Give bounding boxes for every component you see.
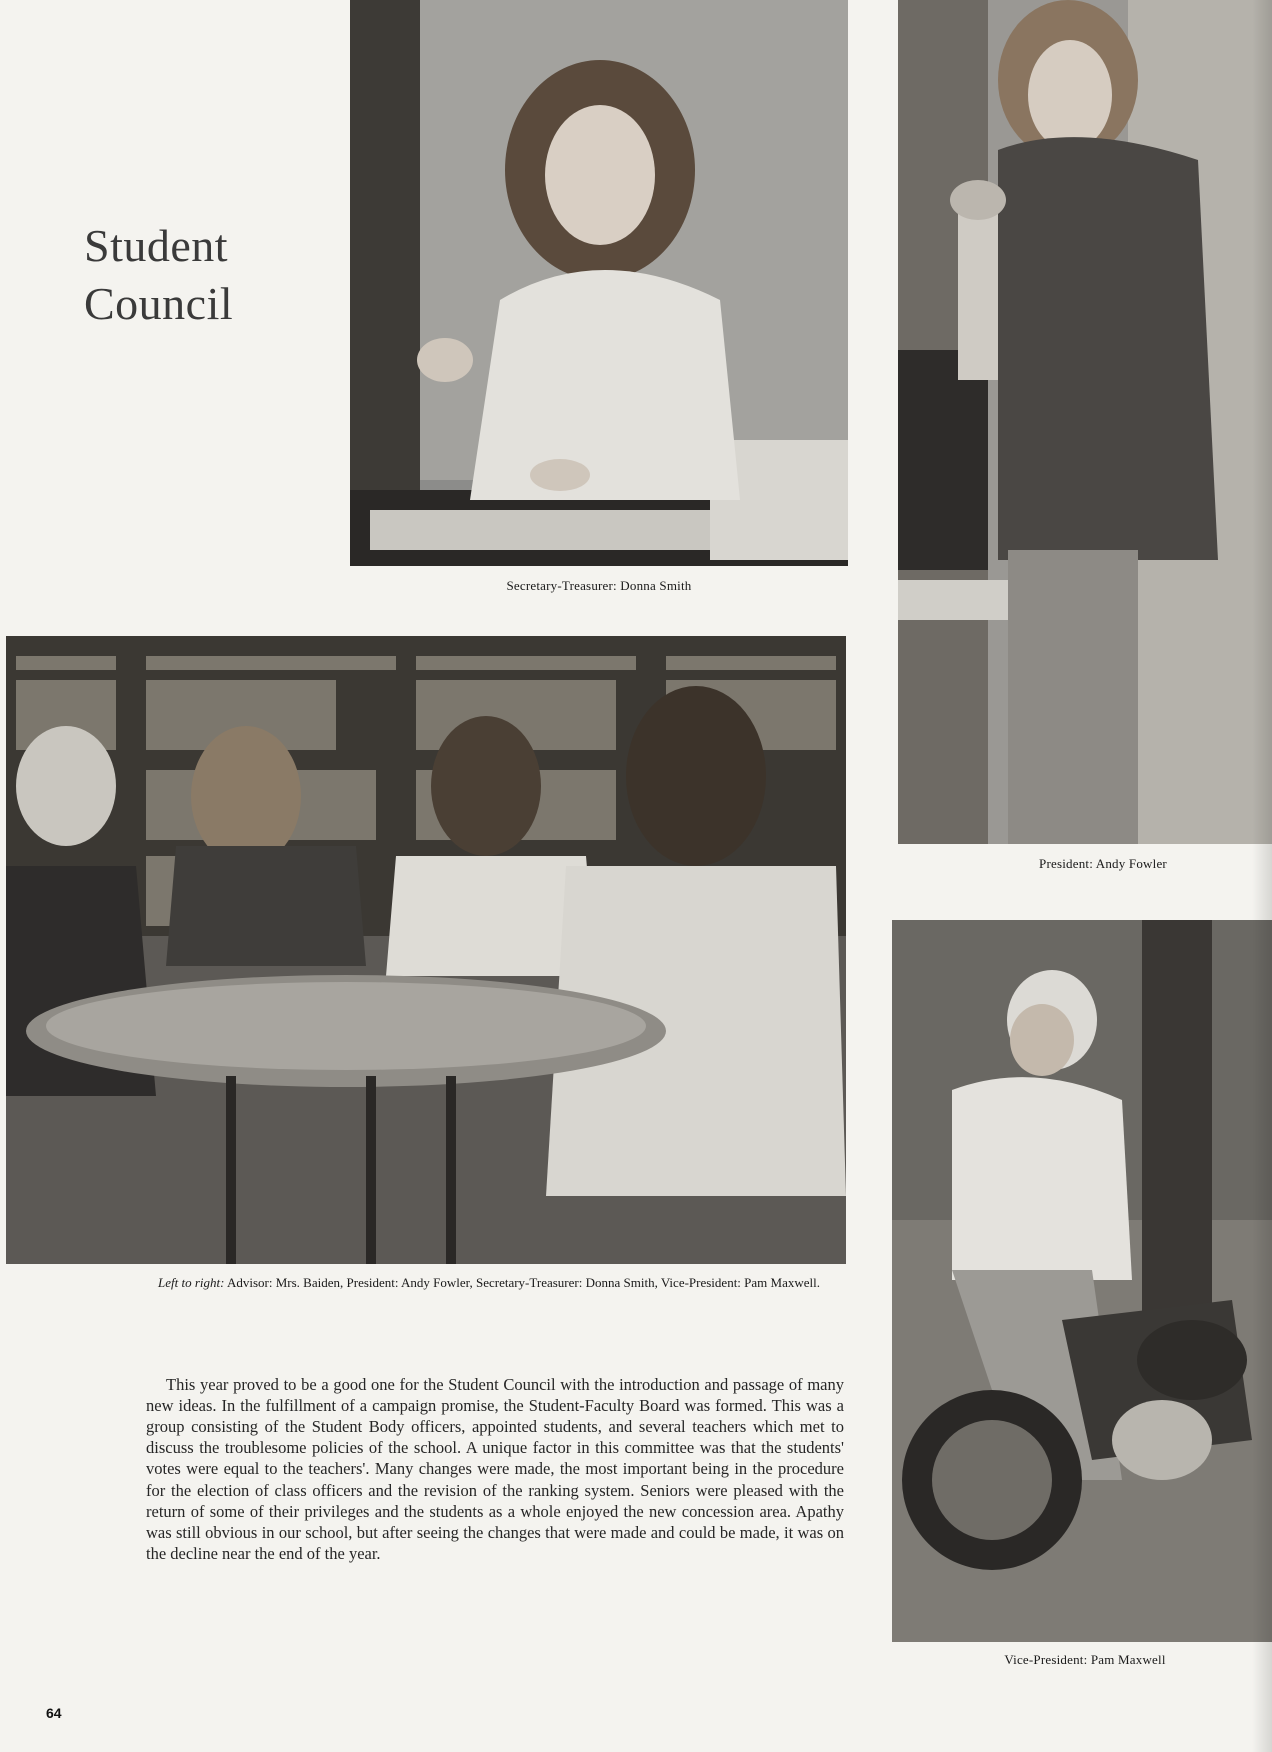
secretary-treasurer-photo	[350, 0, 848, 566]
group-caption-text: Advisor: Mrs. Baiden, President: Andy Fowler, Secretary-Treasurer: Donna Smith, Vice-President: Pam Maxwell.	[224, 1275, 820, 1290]
title-line-1: Student	[84, 219, 229, 271]
president-caption: President: Andy Fowler	[1039, 856, 1167, 871]
page-title	[84, 217, 233, 333]
group-photo	[6, 636, 846, 1264]
president-photo	[898, 0, 1272, 844]
vice-president-photo	[892, 920, 1272, 1642]
page-edge-shade	[1252, 0, 1272, 1752]
group-caption-lead: Left to right:	[158, 1275, 225, 1290]
secretary-treasurer-caption: Secretary-Treasurer: Donna Smith	[506, 578, 692, 593]
group-caption	[158, 1274, 846, 1291]
title-line-2: Council	[84, 277, 234, 329]
page-number: 64	[46, 1705, 62, 1721]
vice-president-caption: Vice-President: Pam Maxwell	[1004, 1652, 1166, 1667]
body-paragraph: This year proved to be a good one for the Student Council with the introduction and passage of many new ideas. In the fulfillment of a campaign promise, the Student-Faculty Board was formed. This was a group consisting of the Student Body officers, appointed students, and several teachers which met to discuss the troublesome policies of the school. A unique factor in this committee was that the students' votes were equal to the teachers'. Many changes were made, the most important being in the procedure for the election of class officers and the revision of the ranking system. Seniors were pleased with the return of some of their privileges and the students as a whole enjoyed the new concession area. Apathy was still obvious in our school, but after seeing the changes that were made and could be made, it was on the decline near the end of the year.	[146, 1374, 844, 1564]
